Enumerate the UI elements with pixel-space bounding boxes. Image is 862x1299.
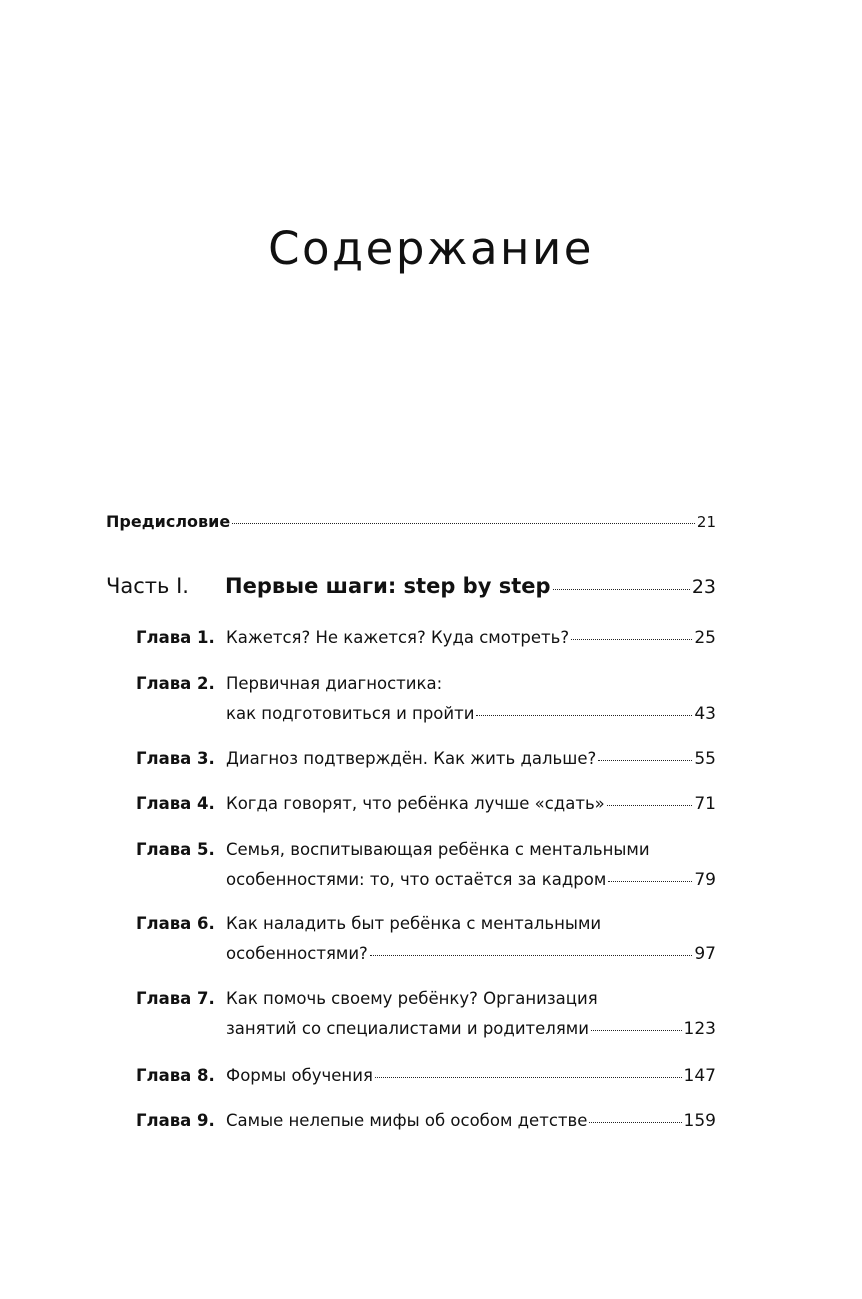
chapter-label: Глава 7. — [136, 989, 215, 1008]
chapter-title-line: особенностями? — [226, 944, 368, 963]
toc-entry-chapter-3[interactable] — [136, 744, 716, 774]
toc-entry-chapter-1[interactable] — [136, 623, 716, 653]
leader-dots — [608, 881, 692, 882]
page-number: 23 — [691, 576, 716, 598]
leader-dots — [589, 1122, 681, 1123]
page-title: Содержание — [268, 222, 594, 275]
toc-entry-chapter-6[interactable] — [136, 909, 716, 969]
chapter-title-line: Как помочь своему ребёнку? Организация — [226, 989, 598, 1008]
chapter-title-line: Семья, воспитывающая ребёнка с ментальными — [226, 840, 650, 859]
part-label: Часть I. — [106, 574, 189, 598]
toc-entry-chapter-7[interactable] — [136, 984, 716, 1044]
toc-entry-part-1[interactable] — [106, 574, 716, 598]
toc-entry-chapter-4[interactable] — [136, 789, 716, 819]
chapter-title: Формы обучения — [226, 1066, 373, 1085]
toc-entry-preface[interactable] — [106, 512, 716, 531]
page-number: 159 — [683, 1111, 716, 1131]
page-number: 79 — [694, 870, 716, 890]
leader-dots — [571, 639, 692, 640]
chapter-title: Кажется? Не кажется? Куда смотреть? — [226, 628, 570, 647]
toc-entry-chapter-5[interactable] — [136, 835, 716, 895]
chapter-title: Диагноз подтверждён. Как жить дальше? — [226, 749, 597, 768]
page-number: 123 — [683, 1019, 716, 1039]
chapter-title: Когда говорят, что ребёнка лучше «сдать» — [226, 794, 605, 813]
leader-dots — [232, 523, 695, 524]
page-number: 43 — [694, 704, 716, 724]
page-number: 71 — [694, 794, 716, 814]
page-number: 25 — [694, 628, 716, 648]
chapter-label: Глава 5. — [136, 840, 215, 859]
chapter-label: Глава 1. — [136, 628, 215, 647]
chapter-title-line: особенностями: то, что остаётся за кадром — [226, 870, 607, 889]
leader-dots — [598, 760, 692, 761]
chapter-label: Глава 4. — [136, 794, 215, 813]
chapter-title: Самые нелепые мифы об особом детстве — [226, 1111, 588, 1130]
page-number: 97 — [694, 944, 716, 964]
page-number: 55 — [694, 749, 716, 769]
toc-entry-chapter-9[interactable] — [136, 1106, 716, 1136]
toc-entry-chapter-2[interactable] — [136, 669, 716, 729]
preface-label: Предисловие — [106, 512, 231, 531]
leader-dots — [607, 805, 693, 806]
chapter-label: Глава 8. — [136, 1066, 215, 1085]
page-number: 21 — [696, 513, 716, 531]
chapter-title-line: Первичная диагностика: — [226, 674, 443, 693]
leader-dots — [591, 1030, 682, 1031]
leader-dots — [553, 589, 690, 590]
leader-dots — [476, 715, 692, 716]
chapter-label: Глава 3. — [136, 749, 215, 768]
chapter-title-line: занятий со специалистами и родителями — [226, 1019, 589, 1038]
leader-dots — [370, 955, 693, 956]
chapter-label: Глава 9. — [136, 1111, 215, 1130]
part-title: Первые шаги: step by step — [225, 574, 551, 598]
page-number: 147 — [683, 1066, 716, 1086]
chapter-title-line: Как наладить быт ребёнка с ментальными — [226, 914, 602, 933]
chapter-label: Глава 6. — [136, 914, 215, 933]
leader-dots — [375, 1077, 682, 1078]
chapter-title-line: как подготовиться и пройти — [226, 704, 475, 723]
toc-entry-chapter-8[interactable] — [136, 1061, 716, 1091]
chapter-label: Глава 2. — [136, 674, 215, 693]
